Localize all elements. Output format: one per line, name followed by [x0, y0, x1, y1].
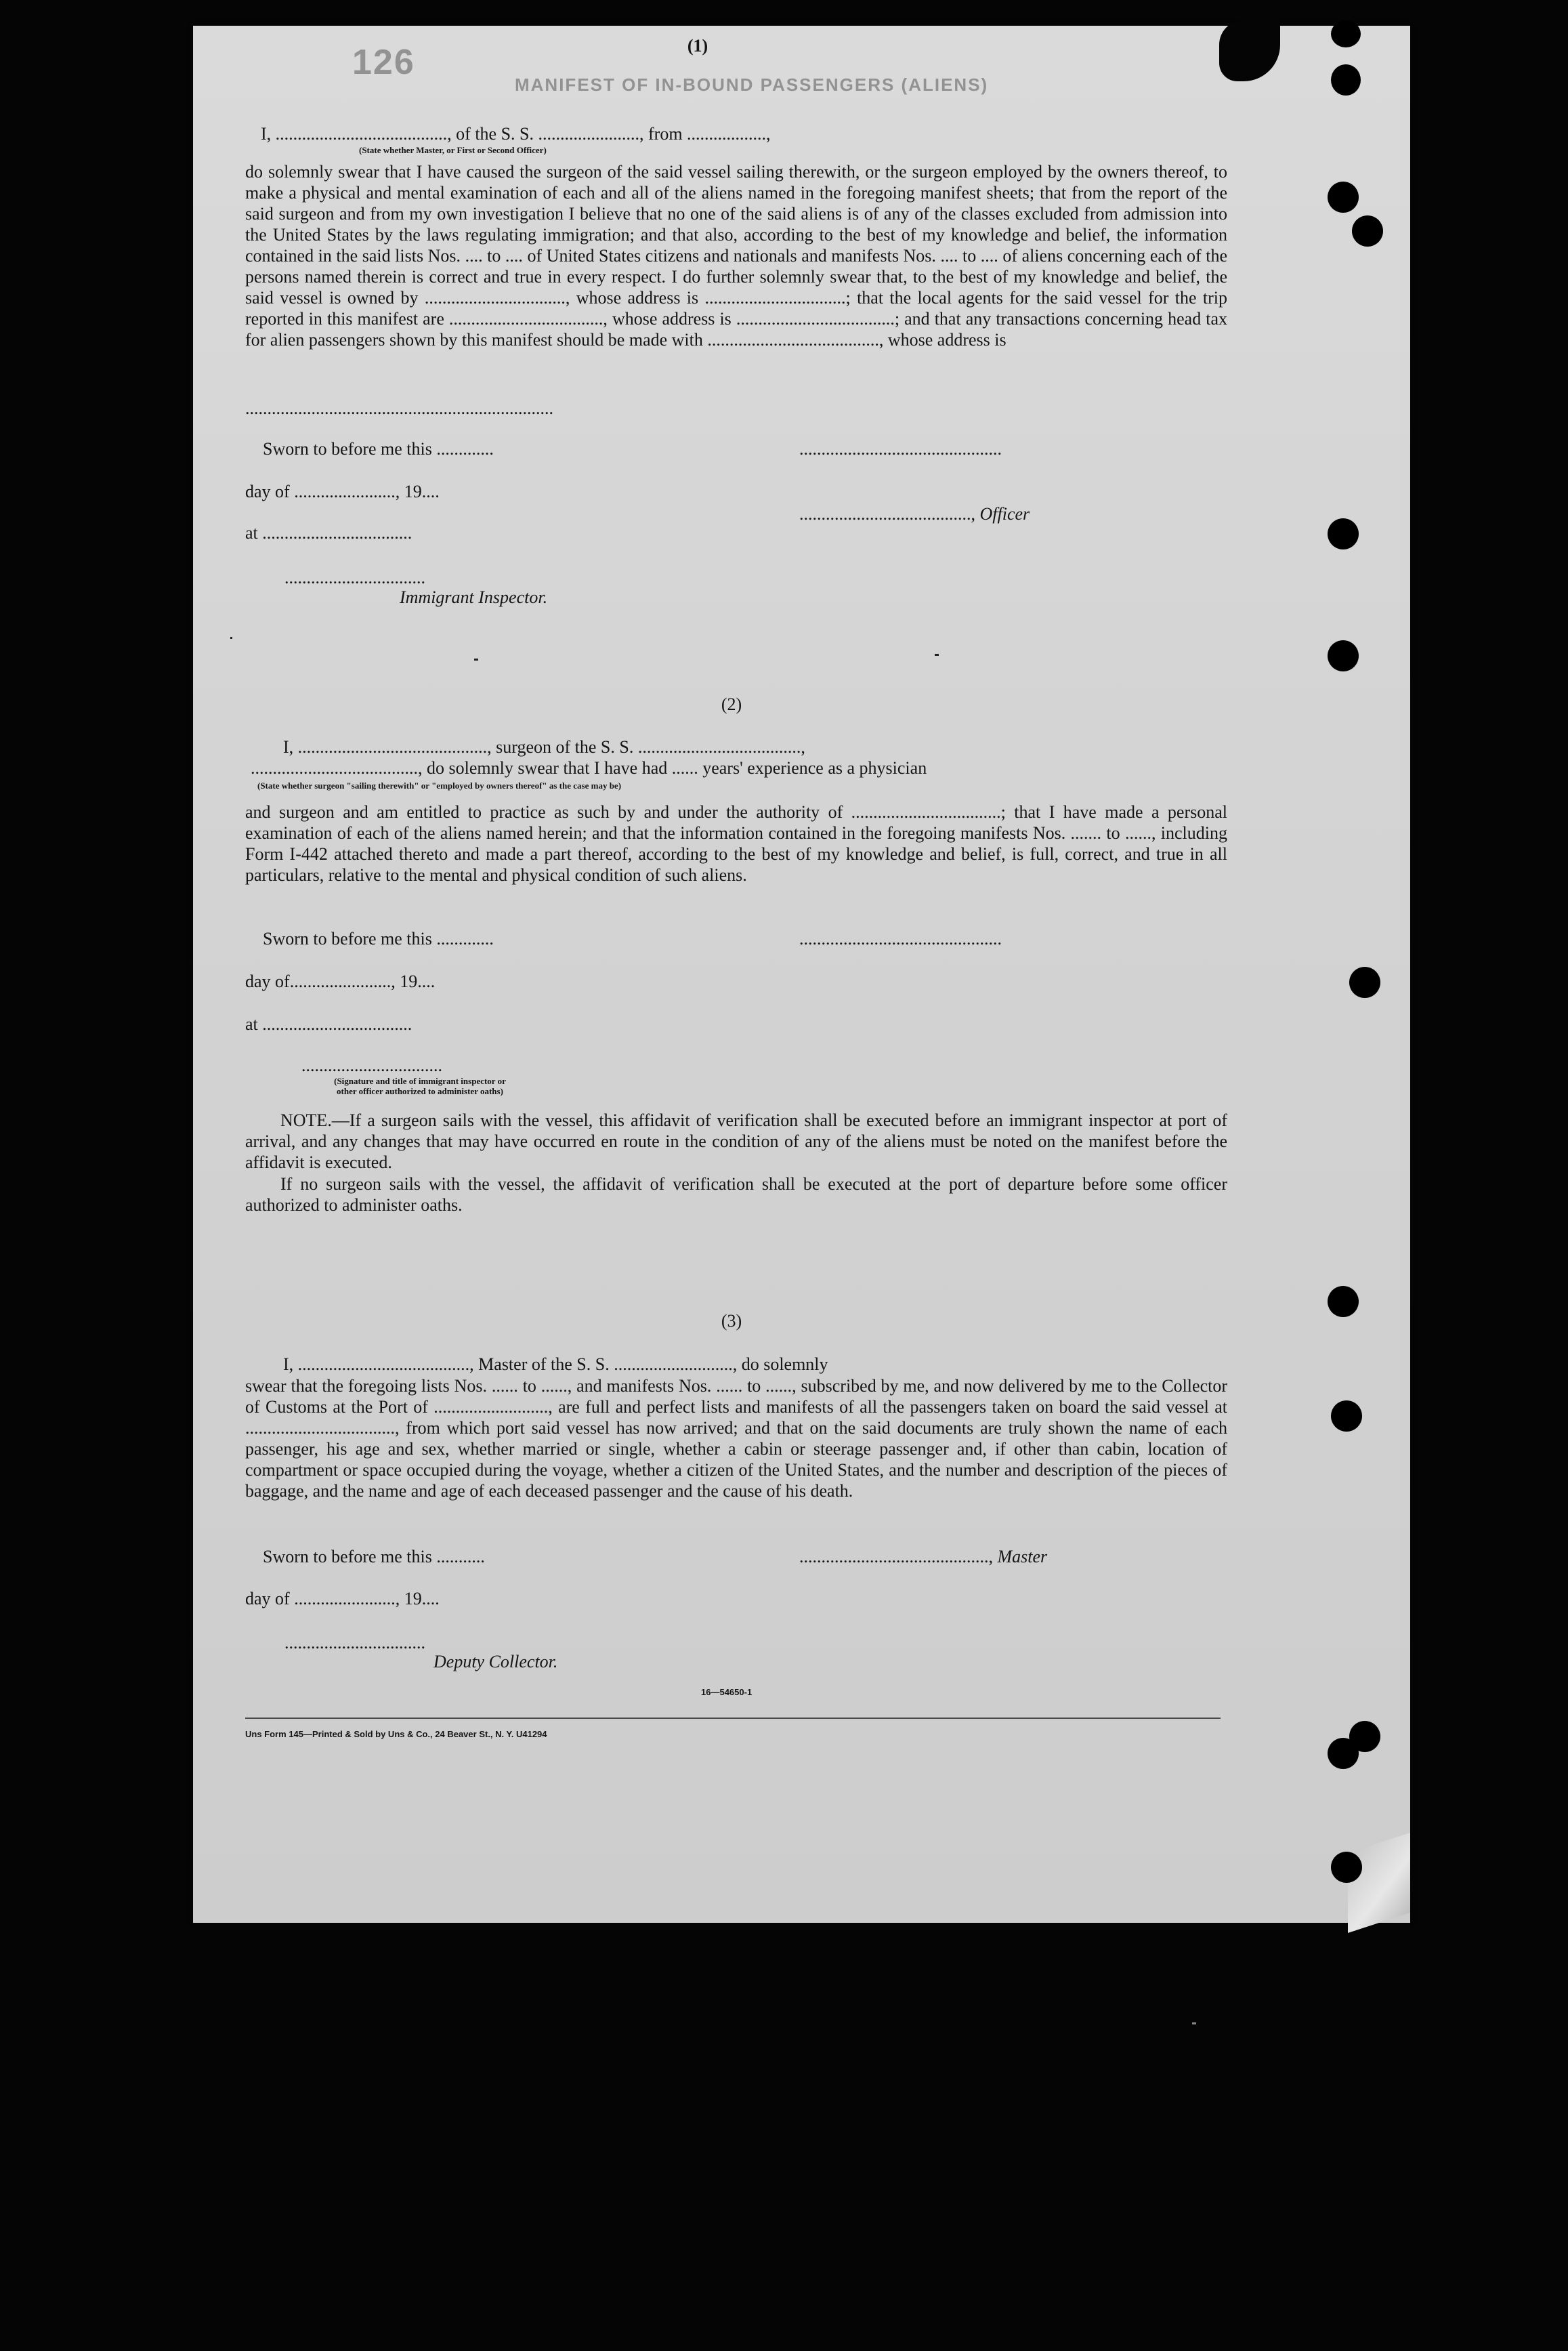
section-1-inspector: Immigrant Inspector.: [400, 587, 548, 607]
master-label: Master: [997, 1547, 1048, 1566]
note-body: —If a surgeon sails with the vessel, this affidavit of verification shall be executed before an immigrant inspector at port of arrival, and any changes that may have occurred en route in the condition of any of the aliens must be noted on the manifest before the affidavit is executed.: [245, 1110, 1227, 1172]
stamp-number: 126: [352, 43, 415, 82]
section-2-body: and surgeon and am entitled to practice as such by and under the authority of ..................................; that I have made a personal examination of each of the aliens named herein; and that the information contained in the foregoing manifests Nos. ....... to ......, including Form I-442 attached thereto and made a part thereof, according to the best of my knowledge and belief, is full, correct, and true in all particulars, relative to the mental and physical condition of such aliens.: [245, 802, 1227, 885]
section-2-line1: I, ..........................................., surgeon of the S. S. .....................................,: [283, 737, 805, 757]
punch-hole: [1328, 1286, 1359, 1317]
section-1-day: day of ......................., 19....: [245, 482, 440, 501]
section-2-at: at ..................................: [245, 1014, 412, 1034]
section-1-body-tail: ......................................................................: [245, 398, 553, 418]
section-3-sig-dots: ................................: [284, 1633, 425, 1652]
section-2-sworn: Sworn to before me this .............: [263, 929, 494, 949]
section-2-number: (2): [721, 694, 742, 714]
section-1-at: at ..................................: [245, 523, 412, 543]
section-1-number: (1): [687, 36, 708, 56]
section-1-line1: I, ......................................., of the S. S. ......................., from ..................,: [261, 124, 771, 144]
punch-hole: [1331, 1852, 1362, 1883]
section-1-sworn: Sworn to before me this .............: [263, 439, 494, 459]
note-label: NOTE.: [280, 1110, 332, 1130]
master-signature-line: ...........................................,: [799, 1547, 998, 1566]
punch-hole: [1349, 967, 1380, 998]
section-1-officer-dots: ..............................................: [799, 439, 1002, 459]
punch-hole: [1331, 64, 1361, 96]
section-2-sig-note-1: (Signature and title of immigrant inspector or: [334, 1076, 506, 1086]
section-2-sig-dots: ................................: [301, 1056, 442, 1075]
punch-hole: [1331, 1400, 1362, 1432]
section-1-body: do solemnly swear that I have caused the surgeon of the said vessel sailing therewith, or the surgeon employed by the owners thereof, to make a physical and mental examination of each and all of the aliens named in the foregoing manifest sheets; that from the report of the said surgeon and from my own investigation I believe that no one of the said aliens is of any of the classes excluded from admission into the United States by the laws regulating immigration; and that also, according to the best of my knowledge and belief, the information contained in the said lists Nos. .... to .... of United States citizens and nationals and manifests Nos. .... to .... of aliens concerning each of the persons named therein is correct and true in every respect. I do further solemnly swear that, to the best of my knowledge and belief, the said vessel is owned by ................................, whose address is ................................; that the local agents for the said vessel for the trip reported in this manifest are ..................................., whose address is ....................................; and that any transactions concerning head tax for alien passengers shown by this manifest should be made with ......................................., whose address is: [245, 162, 1227, 350]
section-1-sig-dots: ................................: [284, 568, 425, 587]
section-3-day: day of ......................., 19....: [245, 1589, 440, 1608]
section-2-note: (State whether surgeon "sailing therewith" or "employed by owners thereof" as the case may be): [257, 781, 622, 791]
stamp-title: MANIFEST OF IN-BOUND PASSENGERS (ALIENS): [515, 75, 989, 95]
punch-hole: [1331, 20, 1361, 47]
punch-hole: [1328, 640, 1359, 671]
section-1-officer-line: [799, 504, 1030, 524]
punch-hole: [1352, 215, 1383, 247]
section-2-note-paragraph: [245, 1110, 1227, 1173]
section-3-number: (3): [721, 1311, 742, 1331]
section-3-sworn: Sworn to before me this ...........: [263, 1547, 485, 1566]
section-3-body: swear that the foregoing lists Nos. ...... to ......, and manifests Nos. ...... to ......, subscribed by me, and now delivered by me to the Collector of Customs at the Port of .........................., are full and perfect lists and manifests of all the passengers taken on board the said vessel at .................................., from which port said vessel has now arrived; and that on the said documents are truly shown the name of each passenger, his age and sex, whether married or single, whether a cabin or steerage passenger and, if other than cabin, location of compartment or space occupied during the voyage, whether a citizen of the United States, and the number and description of the pieces of baggage, and the name and age of each deceased passenger and the cause of his death.: [245, 1376, 1227, 1501]
section-2-line2: ......................................, do solemnly swear that I have had ...... years' experience as a physician: [251, 758, 927, 778]
punch-hole: [1328, 518, 1359, 549]
section-2-sig-note-2: other officer authorized to administer oaths): [337, 1086, 503, 1096]
section-2-note-paragraph-2: If no surgeon sails with the vessel, the affidavit of verification shall be executed at the port of departure before some officer authorized to administer oaths.: [245, 1174, 1227, 1215]
officer-signature-line: .......................................,: [799, 504, 980, 524]
section-1-note: (State whether Master, or First or Second Officer): [359, 145, 547, 155]
section-2-surgeon-dots: ..............................................: [799, 929, 1002, 949]
section-3-master-line: [799, 1547, 1047, 1567]
speck: [1192, 2022, 1196, 2024]
speck: [230, 637, 232, 639]
section-2-day: day of......................., 19....: [245, 972, 436, 991]
speck: [474, 659, 478, 661]
punch-hole: [1328, 182, 1359, 213]
section-3-collector: Deputy Collector.: [433, 1652, 558, 1671]
form-number: 16—54650-1: [701, 1687, 753, 1697]
officer-label: Officer: [979, 504, 1030, 524]
punch-hole: [1349, 1721, 1380, 1752]
section-3-line1: I, ......................................., Master of the S. S. ..........................., do solemnly: [283, 1354, 828, 1374]
footer-rule: [245, 1718, 1221, 1719]
printer-imprint: Uns Form 145—Printed & Sold by Uns & Co., 24 Beaver St., N. Y. U41294: [245, 1729, 547, 1739]
speck: [935, 654, 939, 656]
